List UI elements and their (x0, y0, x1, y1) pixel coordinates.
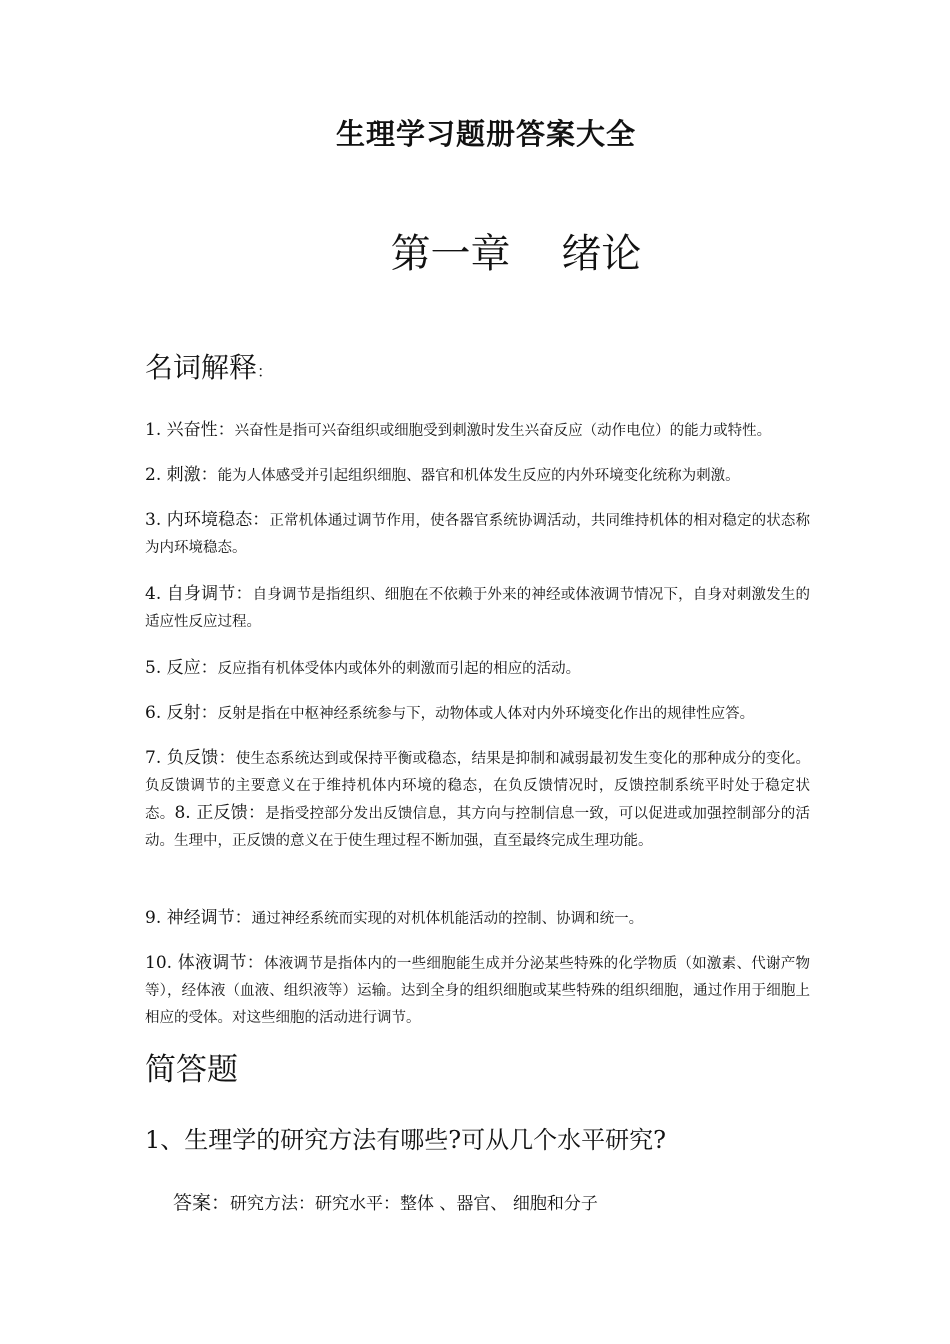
term-label: 6. 反射： (145, 703, 218, 723)
term-entry-6 (145, 700, 810, 728)
term-definition: 是指受控部分发出反馈信息，其方向与控制信息一致，可以促进或加强控制部分的活动。生理中，正反馈的意义在于使生理过程不断加强，直至最终完成生理功能。 (145, 806, 811, 849)
question-1: 1、生理学的研究方法有哪些?可从几个水平研究? (145, 1126, 667, 1154)
term-definition: 通过神经系统而实现的对机体机能活动的控制、协调和统一。 (251, 911, 644, 927)
term-definition: 自身调节是指组织、细胞在不依赖于外来的神经或体液调节情况下，自身对刺激发生的适应性反应过程。 (145, 587, 810, 630)
terms-heading-text: 名词解释 (145, 351, 258, 384)
term-label: 2. 刺激： (145, 465, 218, 485)
terms-section-heading (145, 346, 273, 386)
answer-label: 答案： (173, 1192, 231, 1214)
answer-text: 研究方法：研究水平：整体 、器官、 细胞和分子 (230, 1194, 598, 1214)
term-entry-5 (145, 655, 810, 683)
answer-1 (173, 1188, 598, 1215)
term-entry-1 (145, 417, 810, 445)
term-label: 9. 神经调节： (145, 908, 252, 928)
term-definition: 使生态系统达到或保持平衡或稳态，结果是抑制和减弱最初发生变化的那种成分的变化。负反馈调节的主要意义在于维持机体内环境的稳态，在负反馈情况时，反馈控制系统平时处于稳定状态。 (145, 751, 811, 822)
term-entry-9 (145, 905, 810, 933)
term-entry-10 (145, 950, 810, 1032)
term-entry-2 (145, 462, 810, 490)
term-entry-7-8 (145, 745, 810, 855)
term-label: 10. 体液调节： (145, 953, 265, 973)
short-answer-heading: 简答题 (145, 1052, 238, 1088)
term-entry-4 (145, 581, 810, 636)
term-definition: 正常机体通过调节作用，使各器官系统协调活动，共同维持机体的相对稳定的状态称为内环境稳态。 (145, 513, 810, 556)
chapter-title: 第一章 绪论 (390, 231, 642, 277)
term-label: 1. 兴奋性： (145, 420, 235, 440)
term-definition: 反应指有机体受体内或体外的刺激而引起的相应的活动。 (217, 661, 581, 677)
term-definition: 反射是指在中枢神经系统参与下，动物体或人体对内外环境变化作出的规律性应答。 (217, 706, 755, 722)
term-label: 3. 内环境稳态： (145, 510, 270, 530)
term-entry-3 (145, 507, 810, 562)
term-definition: 体液调节是指体内的一些细胞能生成并分泌某些特殊的化学物质（如激素、代谢产物等），经体液（血液、组织液等）运输。达到全身的组织细胞或某些特殊的组织细胞，通过作用于细胞上相应的受体。对这些细胞的活动进行调节。 (145, 956, 810, 1026)
term-label: 7. 负反馈： (145, 748, 236, 768)
document-title: 生理学习题册答案大全 (335, 117, 636, 151)
term-label: 4. 自身调节： (145, 584, 253, 604)
terms-heading-colon: ： (257, 362, 274, 381)
term-label: 8. 正反馈： (174, 803, 266, 823)
term-label: 5. 反应： (145, 658, 218, 678)
term-definition: 能为人体感受并引起组织细胞、器官和机体发生反应的内外环境变化统称为刺激。 (217, 468, 740, 484)
term-definition: 兴奋性是指可兴奋组织或细胞受到刺激时发生兴奋反应（动作电位）的能力或特性。 (234, 423, 772, 439)
